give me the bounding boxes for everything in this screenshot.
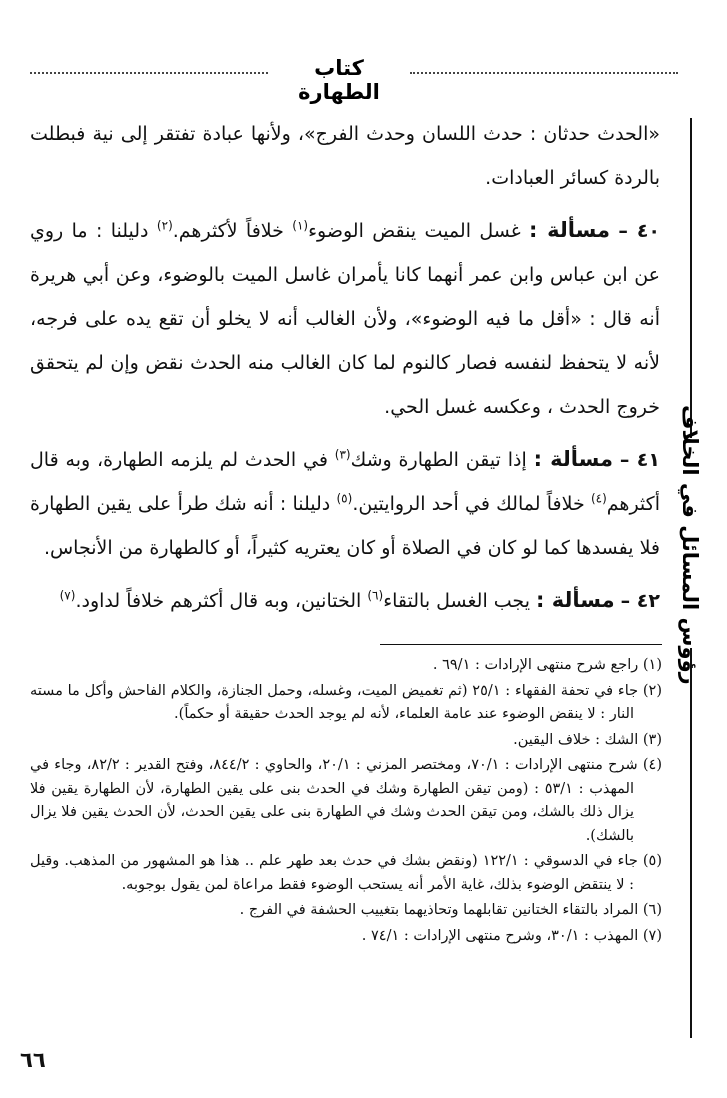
chapter-title: كتاب الطهارة [298,56,380,104]
side-rule-top [690,118,692,438]
issue-number: ٤٢ – [620,590,660,612]
footnote-2: (٢) جاء في تحفة الفقهاء : ٢٥/١ (ثم تغميض الميت، وغسله، وحمل الجنازة، والكلام الفاحش وأكل ما مسته النار : لا ينقض الوضوء عند عامة العلماء، لأنه لم يوجد الحدث حقيقة أو حكماً). [30,682,662,722]
footnote-ref: (٢) [156,218,173,233]
footnote-3: (٣) الشك : خلاف اليقين. [513,731,662,748]
issue-42 [30,578,660,623]
running-book-title: رؤوس المسائل في الخلاف [678,405,702,685]
issue-text: خلافاً لمالك في أحد الروايتين. [352,493,585,515]
footnote-5: (٥) جاء في الدسوقي : ١٢٢/١ (ونقض بشك في حدث بعد طهر علم .. هذا هو المشهور من المذهب. وقيل : لا ينتقض الوضوء بذلك، غاية الأمر أنه يستحب الوضوء فقط مراعاة لمن يقول بوجوبه. [30,853,662,893]
header-divider-right [410,72,678,74]
footnote-ref: (٤) [590,491,607,506]
footnote-ref: (١) [292,218,309,233]
intro-text: «الحدث حدثان : حدث اللسان وحدث الفرج»، ولأنها عبادة تفتقر إلى نية فبطلت بالردة كسائر العبادات. [30,123,660,189]
issue-label: مسألة : [533,447,613,471]
issue-text: دليلنا : ما روي عن ابن عباس وابن عمر أنهما كانا يأمران غاسل الميت بالوضوء، وعن أبي هريرة أنه قال : «أقل ما فيه الوضوء»، ولأن الغالب أنه لا يخلو أن تقع يده على فرجه، لأنه لا يتحفظ لنفسه فصار كالنوم لما كان الغالب منه الحدث نقض وإن لم يتحقق خروج الحدث ، وعكسه غسل الحي. [30,220,660,418]
footnote-divider [380,644,662,645]
footnotes [30,654,662,950]
footnote-6: (٦) المراد بالتقاء الختانين تقابلهما وتحاذيهما بتغييب الحشفة في الفرج . [239,902,662,918]
issue-text: دليلنا : أنه شك طرأ على يقين الطهارة فلا يفسدها كما لو كان في الصلاة أو كان يعتريه كثيراً، أو كالطهارة من الأنجاس. [30,493,660,559]
issue-label: مسألة : [529,218,610,242]
footnote-1: (١) راجع شرح منتهى الإرادات : ٦٩/١ . [432,657,662,673]
issue-text: في الحدث لم يلزمه الطهارة، وبه قال أكثرهم [30,449,660,515]
issue-text: غسل الميت ينقض الوضوء [308,220,521,242]
issue-text: خلافاً لأكثرهم. [172,220,284,242]
page-number: ٦٦ [20,1048,46,1072]
issue-label: مسألة : [536,588,615,612]
footnote-7: (٧) المهذب : ٣٠/١، وشرح منتهى الإرادات : ٧٤/١ . [361,927,662,944]
footnote-ref: (٣) [334,447,351,462]
issue-number: ٤٠ – [618,220,661,242]
footnote-ref: (٦) [367,588,384,603]
issue-number: ٤١ – [619,449,660,471]
issue-text: الختانين، وبه قال أكثرهم خلافاً لداود. [75,590,362,612]
footnote-ref: (٥) [336,491,353,506]
issue-text: إذا تيقن الطهارة وشك [350,449,527,471]
footnote-4: (٤) شرح منتهى الإرادات : ٧٠/١، ومختصر المزني : ٢٠/١، والحاوي : ٨٤٤/٢، وفتح القدير : ٨٢/٢، وجاء في المهذب : ٥٣/١ : (ومن تيقن الطهارة وشك في الحدث بنى على يقين الطهارة، لأن الطهارة يقين فلا يزال ذلك بالشك، ومن تيقن الحدث وشك في الطهارة بنى على يقين الحدث، لأن الحدث يقين فلا يزال بالشك). [30,757,662,844]
footnote-ref: (٧) [59,588,76,603]
intro-paragraph [30,112,660,200]
issue-text: يجب الغسل بالتقاء [383,590,530,612]
main-text [30,112,660,623]
header-divider-left [30,72,268,74]
side-rule-bottom [690,648,692,1038]
issue-40 [30,208,660,429]
issue-41 [30,437,660,570]
